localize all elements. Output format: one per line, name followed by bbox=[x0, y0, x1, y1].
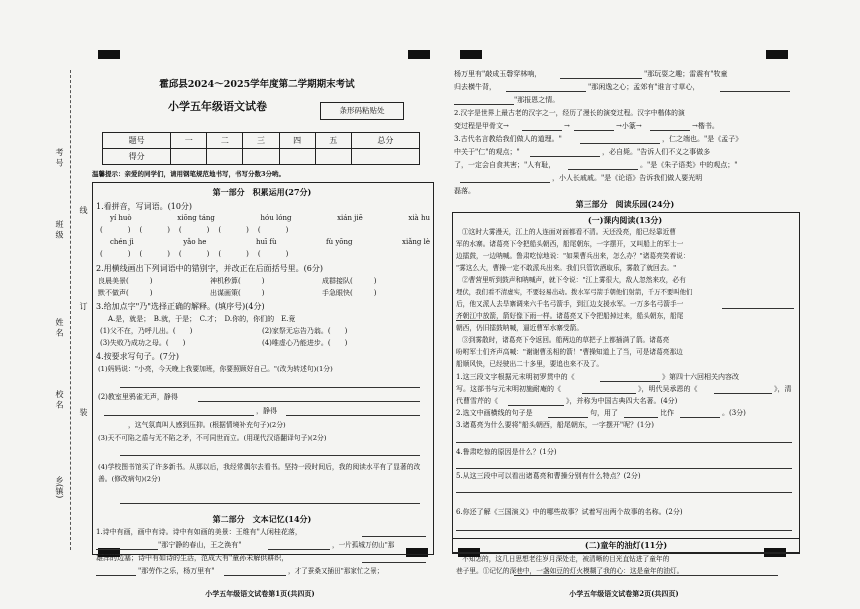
q3-options: A.是，就是； B.就，于是； C.才； D.你的，你们的 E.竟 bbox=[108, 315, 296, 323]
warm-tip: 温馨提示：亲爱的同学们，请用钢笔规范地书写，书写分数3分哟。 bbox=[92, 170, 286, 178]
reading-section-1-title: (一)课内阅读(13分) bbox=[587, 215, 663, 225]
q7-line: ，小人长戚戚。"是《论语》告诉我们做人要光明 bbox=[552, 174, 703, 182]
registration-mark bbox=[460, 50, 482, 59]
class-label: 班 级 bbox=[55, 220, 64, 239]
rq1-line: 》，并称为中国古典四大名著。(4分) bbox=[566, 397, 678, 405]
passage-line: ①这时大雾漫天，江上的人连面对面都看不清。天还没亮，船已经靠近曹 bbox=[462, 228, 676, 236]
answer-line[interactable] bbox=[362, 562, 426, 563]
score-row-label: 得分 bbox=[103, 149, 171, 165]
answer-line[interactable] bbox=[456, 442, 792, 443]
pinyin: yí huò bbox=[110, 214, 132, 222]
answer-line[interactable] bbox=[456, 530, 792, 531]
rq2-line: 比作 bbox=[660, 409, 674, 417]
q7-line: 中关于"仁"的观点；" bbox=[454, 148, 520, 156]
registration-mark bbox=[766, 50, 788, 59]
part1-title: 第一部分 积累运用(27分) bbox=[212, 187, 312, 197]
score-header: 一 bbox=[171, 133, 207, 149]
answer-line[interactable] bbox=[120, 503, 420, 504]
answer-line[interactable] bbox=[198, 401, 420, 402]
binding-char: 线 bbox=[79, 206, 88, 214]
score-table bbox=[102, 132, 420, 165]
answer-line[interactable] bbox=[362, 536, 426, 537]
answer-line[interactable] bbox=[508, 405, 564, 406]
score-header: 题号 bbox=[103, 133, 171, 149]
pinyin: xiǎng lè bbox=[402, 238, 430, 246]
q6-title: 2.汉字是世界上最古老的汉字之一，经历了漫长的演变过程。汉字中楷体的演 bbox=[454, 109, 685, 117]
exam-number-label: 考 号 bbox=[55, 148, 64, 167]
q5-continued: "那闲逸之心；孟郊有"谁言寸草心， bbox=[588, 83, 700, 91]
barcode-box: 条形码粘贴处 bbox=[320, 102, 404, 120]
q4-2a: (2)教室里鸦雀无声，静得 bbox=[98, 393, 178, 401]
q2-word: 默不做声( ) bbox=[98, 289, 153, 297]
q5-continued: 杨万里有"敲成玉磬穿林响， bbox=[454, 70, 542, 78]
answer-line[interactable] bbox=[530, 156, 600, 157]
answer-line[interactable] bbox=[680, 417, 720, 418]
answer-line[interactable] bbox=[456, 492, 792, 493]
q1-title: 1.看拼音，写词语。(10分) bbox=[96, 202, 193, 211]
q2-word: 良晨美景( ) bbox=[98, 277, 153, 285]
exam-title: 霍邱县2024～2025学年度第二学期期末考试 bbox=[159, 79, 355, 90]
q3-item: (3)失败乃成功之母。( ) bbox=[100, 339, 186, 347]
answer-line[interactable] bbox=[574, 130, 614, 131]
passage-line: ③到雾散时，诸葛亮下令返回。船两边的草把子上都插满了箭。诸葛亮 bbox=[462, 336, 670, 344]
name-label: 姓 名 bbox=[55, 318, 64, 337]
answer-line[interactable] bbox=[522, 130, 562, 131]
q3-title: 3.给加点字"乃"选择正确的解释。(填序号)(4分) bbox=[96, 302, 265, 311]
answer-line[interactable] bbox=[286, 415, 420, 416]
rq1-line: 》，明代吴承恩的《 bbox=[638, 385, 698, 393]
reading-section-2-title: (二)童年的油灯(11分) bbox=[452, 538, 800, 553]
q5-continued: 归去横牛背， bbox=[454, 83, 496, 91]
answer-line[interactable] bbox=[460, 182, 550, 183]
q5-line: ，一片孤城万仞山"那 bbox=[332, 541, 395, 549]
q6-line: → bbox=[564, 122, 570, 130]
page-footer-2: 小学五年级语文试卷第2页(共四页) bbox=[569, 589, 679, 598]
q5-line: 1.诗中有画，画中有诗。诗中有如画的美景：王维有"人闲桂花落， bbox=[96, 528, 302, 536]
rq3: 3.诸葛亮为什么要将"船头朝西，船尾朝东，一字摆开"呢？(1分) bbox=[456, 421, 655, 429]
rq1-line: 》第四十六回相关内容改 bbox=[662, 373, 739, 381]
pinyin: xián jiē bbox=[337, 214, 363, 222]
score-header: 四 bbox=[279, 133, 315, 149]
answer-line[interactable] bbox=[582, 393, 636, 394]
q4-2c: ，这气氛真叫人感到压抑。(根据情境补充句子)(2分) bbox=[128, 421, 286, 429]
q3-item: (2)家祭无忘告乃翁。( ) bbox=[262, 327, 348, 335]
passage-line: 军的水寨。诸葛亮下令把船头朝西，船尾朝东，一字摆开，又叫船上的军士一 bbox=[456, 240, 684, 248]
q5-line: 雄浑的边塞；诗中有如诗的生活，范成大有"童孙未解供耕织， bbox=[96, 554, 289, 562]
q3-item: (4)唯虚心乃能进步。( ) bbox=[262, 339, 348, 347]
score-cell[interactable] bbox=[351, 149, 419, 165]
township-label: 乡(镇) bbox=[55, 476, 64, 499]
passage-line: "雾这么大，曹操一定不敢派兵出来。我们只管饮酒取乐，雾散了就回去。" bbox=[456, 264, 677, 272]
q5-line: "那劳作之乐，杨万里有" bbox=[138, 567, 215, 575]
passage2-line: 巷子里。①记忆的深巷中，一盏如豆的灯火模糊了我的心：这是童年的油灯。 bbox=[456, 567, 684, 575]
answer-line[interactable] bbox=[456, 468, 792, 469]
answer-line[interactable] bbox=[120, 455, 420, 456]
underlined-sentence bbox=[722, 308, 794, 309]
answer-line[interactable] bbox=[624, 417, 658, 418]
passage-line: 齐朝江中放箭，箭好像下雨一样。诸葛亮又下令把船掉过来，船头朝东，船尾 bbox=[456, 312, 684, 320]
q4-2b: ，静得 bbox=[256, 407, 277, 415]
pinyin: fù yōng bbox=[326, 238, 353, 246]
rq1-line: 写。这部书与元末明初施耐庵的《 bbox=[456, 385, 561, 393]
score-header: 三 bbox=[243, 133, 279, 149]
exam-page-1 bbox=[92, 66, 436, 575]
q6-line: →小篆→ bbox=[616, 122, 642, 130]
score-cell[interactable] bbox=[171, 149, 207, 165]
rq2-line: 。(3分) bbox=[722, 409, 746, 417]
passage-line: 吩咐军士们齐声高喊："谢谢曹丞相的箭！"曹操知道上了当，可是诸葛亮那边 bbox=[456, 348, 683, 356]
passage-line: 后，他又派人去旱寨调来六千名弓箭手，到江边支援水军。一万多名弓箭手一 bbox=[456, 300, 684, 308]
school-label: 校 名 bbox=[55, 390, 64, 409]
registration-mark bbox=[408, 50, 430, 59]
q5-line: ，才了蚕桑又插田"那家忙之景； bbox=[288, 567, 384, 575]
binding-char: 订 bbox=[79, 302, 88, 310]
answer-line[interactable] bbox=[96, 575, 136, 576]
rq5: 5.从这三段中可以看出诸葛亮和曹操分别有什么特点？(2分) bbox=[456, 472, 641, 480]
passage2-line: 不知怎的，这几日思想老往岁月深处走，被清晰的目光直钻进了童年的 bbox=[462, 555, 670, 563]
part2-title: 第二部分 文本记忆(14分) bbox=[212, 514, 312, 524]
q2-word: 手急眼快( ) bbox=[322, 289, 377, 297]
answer-line[interactable] bbox=[506, 91, 586, 92]
part3-title: 第三部分 阅读乐园(24分) bbox=[575, 199, 675, 209]
q7-line: 3.古代名言教给我们做人的道理。" bbox=[454, 135, 562, 143]
answer-line[interactable] bbox=[120, 387, 420, 388]
rq1-line: 》，清 bbox=[774, 385, 792, 393]
q4-1: (1)妈妈说："小亮，今天晚上我要加班，你要照顾好自己。"(改为转述句)(1分) bbox=[98, 365, 333, 373]
q2-word: 出谋画策( ) bbox=[210, 289, 265, 297]
passage-line: ②曹营里听到鼓声和呐喊声，就下令说："江上雾很大，敌人忽然来攻，必有 bbox=[462, 276, 686, 284]
pinyin: yǎo he bbox=[183, 238, 207, 246]
q6-line: →楷书。 bbox=[692, 122, 719, 130]
passage-line: 埋伏，我们看不清虚实，不要轻易出动。拨水军弓箭手朝他们射箭，千万不要叫他们 bbox=[456, 288, 693, 296]
pinyin: xiōng táng bbox=[177, 214, 215, 222]
q7-line: ，仁之端也。"是《孟子》 bbox=[662, 135, 743, 143]
binding-char: 装 bbox=[79, 408, 88, 416]
cut-line bbox=[70, 70, 71, 550]
q5-continued: "那报恩之情。 bbox=[514, 96, 560, 104]
answer-line[interactable] bbox=[96, 549, 158, 550]
answer-line[interactable] bbox=[268, 549, 330, 550]
rq2-line: 句，用了 bbox=[590, 409, 618, 417]
q2-word: 神机秒算( ) bbox=[210, 277, 265, 285]
rq1-line: 1.这三段文字根据元末明初罗贯中的《 bbox=[456, 373, 575, 381]
passage-line: 朝西，仍旧擂鼓呐喊，逼近曹军水寨受箭。 bbox=[456, 324, 584, 332]
score-cell[interactable] bbox=[207, 149, 243, 165]
score-cell[interactable] bbox=[279, 149, 315, 165]
q5-line: "那宁静的春山，王之涣有" bbox=[158, 541, 242, 549]
underlined-sentence bbox=[456, 320, 574, 321]
q4-3: (3)天不可陷之盾与无不陷之矛，不可同世而立。(用现代汉语翻译句子)(2分) bbox=[98, 434, 327, 442]
score-header: 五 bbox=[315, 133, 351, 149]
q4-4: (4)学校图书馆买了许多新书。从那以后，我经常偶尔去看书。坚持一段时间后，我的阅读水平有了显著的改善。(修改病句)(2分) bbox=[98, 463, 421, 483]
exam-subtitle: 小学五年级语文试卷 bbox=[168, 100, 267, 113]
rq2-line: 2.选文中画横线的句子是 bbox=[456, 409, 533, 417]
score-cell[interactable] bbox=[243, 149, 279, 165]
pinyin: huī fù bbox=[255, 238, 277, 246]
answer-line[interactable] bbox=[650, 130, 690, 131]
q4-title: 4.按要求写句子。(7分) bbox=[96, 352, 179, 361]
answer-line[interactable] bbox=[720, 91, 790, 92]
registration-mark bbox=[98, 50, 120, 59]
answer-parens-row-1: ( ) ( ) ( ) ( ) ( ) bbox=[100, 226, 290, 234]
q3-item: (1)父不在，乃呼儿出。( ) bbox=[100, 327, 193, 335]
passage-line: 船顺风快，已经驶出二十多里，要追也来不及了。 bbox=[456, 360, 604, 368]
score-cell[interactable] bbox=[315, 149, 351, 165]
binding-sidebar bbox=[8, 70, 88, 550]
pinyin: xià hu bbox=[408, 214, 430, 222]
exam-page-2 bbox=[452, 66, 802, 575]
answer-line[interactable] bbox=[548, 417, 588, 418]
q5-continued: "那玩耍之趣；雷震有"牧童 bbox=[644, 70, 728, 78]
passage-line: 边擂鼓，一边呐喊。鲁肃吃惊地说："如果曹兵出来，怎么办？"诸葛亮笑着说： bbox=[456, 252, 690, 260]
q7-line: 磊落。 bbox=[454, 187, 475, 195]
answer-line[interactable] bbox=[714, 393, 772, 394]
pinyin: hóu lóng bbox=[260, 214, 292, 222]
rq6: 6.你还了解《三国演义》中的哪些故事？试着写出两个故事的名称。(2分) bbox=[456, 508, 683, 516]
answer-line[interactable] bbox=[580, 143, 660, 144]
pinyin-row-1 bbox=[110, 212, 430, 224]
rq1-line: 代曹雪芹的《 bbox=[456, 397, 498, 405]
score-header: 总分 bbox=[351, 133, 419, 149]
answer-line[interactable] bbox=[568, 169, 638, 170]
answer-line[interactable] bbox=[600, 381, 660, 382]
q2-word: 成群接队( ) bbox=[322, 277, 377, 285]
q7-line: ，必自毙。"告诉人们不义之事做多 bbox=[602, 148, 711, 156]
rq4: 4.鲁肃吃惊的原因是什么？(1分) bbox=[456, 448, 557, 456]
pinyin: chén jì bbox=[110, 238, 134, 246]
page-footer-1: 小学五年级语文试卷第1页(共四页) bbox=[205, 589, 315, 598]
pinyin-row-2 bbox=[110, 236, 430, 248]
answer-line[interactable] bbox=[104, 415, 254, 416]
score-header: 二 bbox=[207, 133, 243, 149]
q7-line: 。"是《朱子语类》中的观点；" bbox=[640, 161, 738, 169]
answer-line[interactable] bbox=[224, 575, 286, 576]
answer-line[interactable] bbox=[454, 104, 514, 105]
q6-line: 变过程是甲骨文→ bbox=[454, 122, 509, 130]
answer-line[interactable] bbox=[560, 78, 642, 79]
q2-title: 2.用横线画出下列词语中的错别字，并改正在后面括号里。(6分) bbox=[96, 264, 323, 273]
q7-line: 了，一定会自食其害；"人有耻， bbox=[454, 161, 556, 169]
underlined-sentence bbox=[514, 575, 778, 576]
answer-parens-row-2: ( ) ( ) ( ) ( ) ( ) bbox=[100, 250, 290, 258]
